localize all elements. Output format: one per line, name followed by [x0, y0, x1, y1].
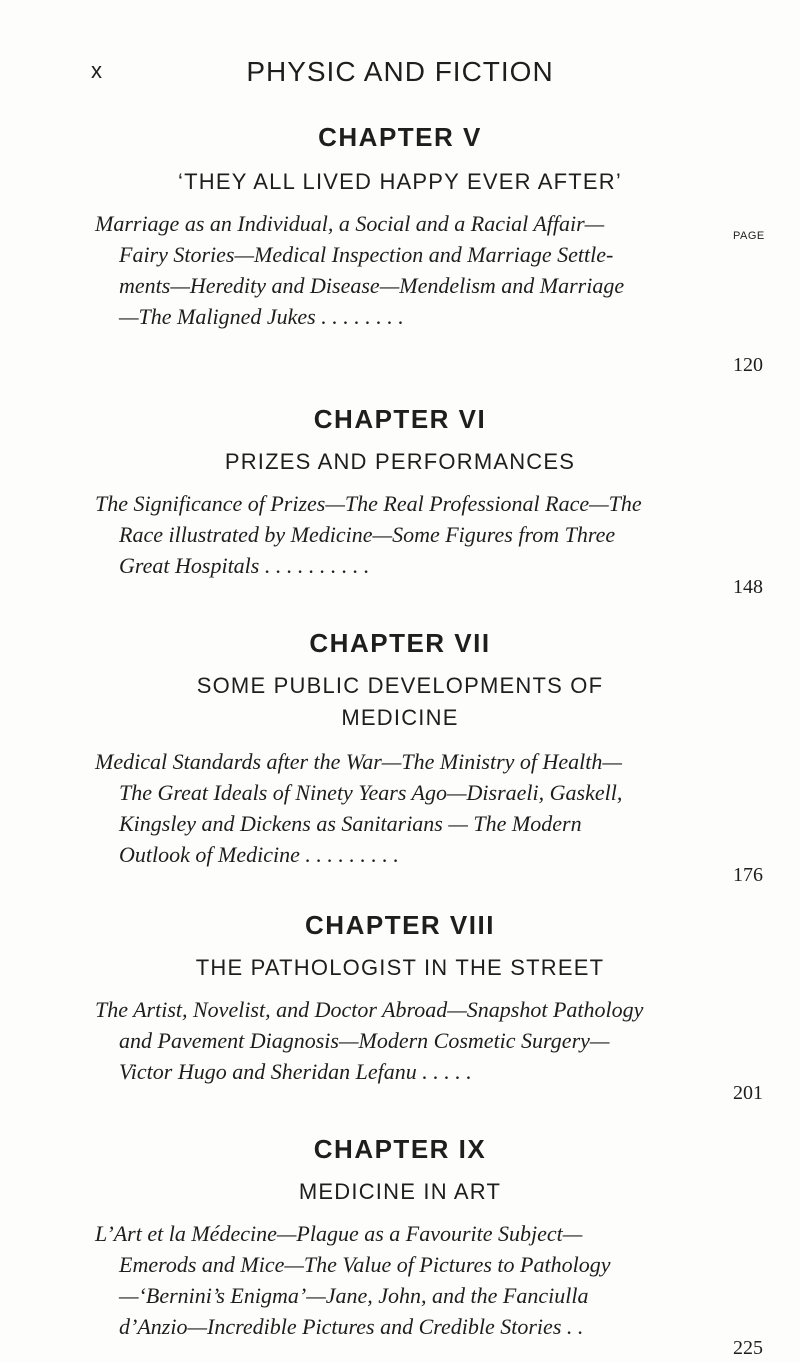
chapter-title-line: PRIZES AND PERFORMANCES	[224, 449, 576, 474]
chapter-title	[0, 952, 800, 984]
summary-line: Marriage as an Individual, a Social and a Racial Affair—	[95, 211, 605, 236]
chapter-v	[0, 122, 800, 376]
page-number: 120	[733, 354, 763, 376]
summary-line: Fairy Stories—Medical Inspection and Marriage Settle-	[119, 242, 614, 267]
chapter-heading: CHAPTER VI	[313, 404, 487, 434]
page-number: 225	[733, 1337, 763, 1359]
summary-line: L’Art et la Médecine—Plague as a Favourite Subject—	[95, 1221, 583, 1246]
chapter-summary	[95, 746, 695, 870]
summary-line: Emerods and Mice—The Value of Pictures to Pathology	[119, 1252, 611, 1277]
summary-line: Kingsley and Dickens as Sanitarians — The Modern	[119, 811, 582, 836]
chapter-summary	[95, 1218, 695, 1342]
page-number: 176	[733, 864, 763, 886]
summary-line: The Artist, Novelist, and Doctor Abroad—Snapshot Pathology	[95, 997, 644, 1022]
summary-line: ments—Heredity and Disease—Mendelism and Marriage	[119, 273, 625, 298]
summary-line: —‘Bernini’s Enigma’—Jane, John, and the Fanciulla	[119, 1283, 589, 1308]
chapter-title-line: MEDICINE	[341, 705, 459, 730]
summary-line: Outlook of Medicine . . . . . . . . .	[119, 842, 399, 867]
chapter-title-line: SOME PUBLIC DEVELOPMENTS OF	[196, 673, 604, 698]
chapter-title-line: MEDICINE IN ART	[298, 1179, 502, 1204]
page-number: 148	[733, 576, 763, 598]
chapter-summary	[95, 488, 695, 581]
summary-line: and Pavement Diagnosis—Modern Cosmetic Surgery—	[119, 1028, 610, 1053]
page-column-label: PAGE	[733, 230, 765, 242]
page-number: 201	[733, 1082, 763, 1104]
summary-line: Great Hospitals . . . . . . . . . .	[119, 553, 370, 578]
chapter-summary	[95, 208, 695, 332]
chapter-title-line: ‘THEY ALL LIVED HAPPY EVER AFTER’	[178, 169, 622, 194]
book-title: PHYSIC AND FICTION	[246, 56, 554, 87]
chapter-vii	[0, 628, 800, 886]
chapter-viii	[0, 910, 800, 1104]
summary-line: Medical Standards after the War—The Ministry of Health—	[95, 749, 622, 774]
running-head	[0, 56, 800, 96]
chapter-heading: CHAPTER VIII	[305, 910, 495, 940]
chapter-ix	[0, 1134, 800, 1359]
summary-line: Race illustrated by Medicine—Some Figures from Three	[119, 522, 616, 547]
chapter-heading: CHAPTER IX	[313, 1134, 487, 1164]
page-folio: x	[91, 58, 103, 83]
summary-line: The Significance of Prizes—The Real Professional Race—The	[95, 491, 642, 516]
chapter-heading: CHAPTER VII	[309, 628, 491, 658]
summary-line: —The Maligned Jukes . . . . . . . .	[119, 304, 404, 329]
chapter-title	[0, 670, 800, 734]
chapter-heading: CHAPTER V	[318, 122, 482, 152]
chapter-title-line: THE PATHOLOGIST IN THE STREET	[195, 955, 605, 980]
summary-line: Victor Hugo and Sheridan Lefanu . . . . .	[119, 1059, 472, 1084]
chapter-vi	[0, 404, 800, 598]
chapter-title	[0, 166, 800, 198]
chapter-title	[0, 446, 800, 478]
chapter-summary	[95, 994, 695, 1087]
chapter-title	[0, 1176, 800, 1208]
summary-line: The Great Ideals of Ninety Years Ago—Disraeli, Gaskell,	[119, 780, 623, 805]
summary-line: d’Anzio—Incredible Pictures and Credible Stories . .	[119, 1314, 584, 1339]
